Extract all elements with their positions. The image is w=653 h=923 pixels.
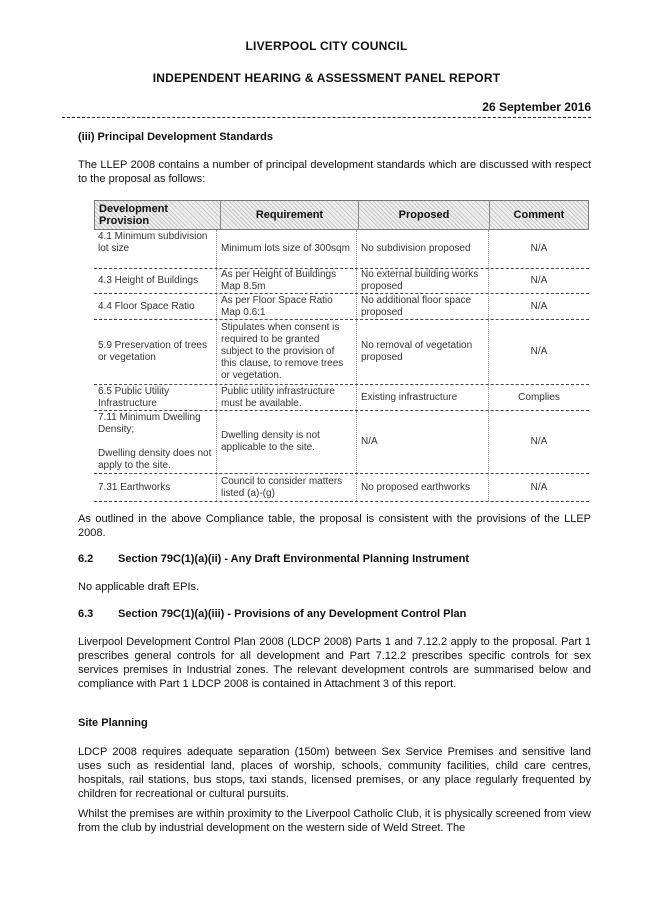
comment-cell: N/A (530, 300, 548, 312)
principal-intro-paragraph: The LLEP 2008 contains a number of principal development standards which are discussed with respect to the proposal as follows: (78, 159, 591, 185)
comment-cell: Complies (518, 391, 560, 403)
provision-note: Dwelling density does not apply to the site. (98, 448, 212, 471)
table-row (94, 294, 589, 320)
header-divider (62, 117, 591, 118)
proposed-cell: No subdivision proposed (357, 230, 489, 268)
provision-cell: 4.3 Height of Buildings (94, 269, 217, 293)
requirement-cell: As per Height of Buildings Map 8.5m (217, 269, 357, 293)
requirement-cell: Public utility infrastructure must be available. (217, 385, 357, 410)
proposed-cell: Existing infrastructure (357, 385, 489, 410)
section-6-3-heading (78, 608, 466, 620)
comment-cell: N/A (530, 481, 548, 493)
section-6-3-text: Liverpool Development Control Plan 2008 (LDCP 2008) Parts 1 and 7.12.2 apply to the proposal. Part 1 prescribes general controls for all development and Part 7.12.2 prescribes specific controls for sex services premises in Industrial zones. The relevant development controls are summarised below and compliance with Part 1 LDCP 2008 is contained in Attachment 3 of this report. (78, 636, 591, 690)
section-6-2-text: No applicable draft EPIs. (78, 581, 200, 593)
section-6-2-heading (78, 553, 469, 565)
comment-cell: N/A (530, 243, 548, 254)
council-title: LIVERPOOL CITY COUNCIL (245, 39, 408, 53)
provision-cell: 5.9 Preservation of trees or vegetation (94, 320, 217, 384)
section-number: 6.3 (78, 608, 94, 620)
comment-cell: N/A (530, 436, 548, 447)
table-row (94, 320, 589, 385)
table-header-cell: Proposed (359, 201, 490, 229)
table-header-cell: Development Provision (95, 201, 221, 229)
principal-standards-heading: (iii) Principal Development Standards (78, 131, 273, 143)
requirement-cell: Dwelling density is not applicable to the site. (217, 411, 357, 473)
proposed-cell: No proposed earthworks (357, 474, 489, 501)
provision-cell: 4.1 Minimum subdivision lot size (94, 230, 217, 268)
report-date: 26 September 2016 (482, 100, 591, 114)
section-number: 6.2 (78, 553, 94, 565)
provision-cell: 7.31 Earthworks (94, 474, 217, 501)
proposed-cell: No additional floor space proposed (357, 294, 489, 319)
provision-text: 7.11 Minimum Dwelling Density; (98, 412, 201, 435)
provision-cell: 4.4 Floor Space Ratio (94, 294, 217, 319)
section-title: Section 79C(1)(a)(iii) - Provisions of any Development Control Plan (118, 608, 467, 620)
section-title: Section 79C(1)(a)(ii) - Any Draft Environmental Planning Instrument (118, 553, 470, 565)
comment-cell: N/A (530, 346, 548, 357)
provision-cell (94, 411, 217, 473)
comment-cell: N/A (530, 275, 548, 286)
compliance-summary-paragraph: As outlined in the above Compliance table, the proposal is consistent with the provisions of the LLEP 2008. (78, 513, 591, 539)
requirement-cell: As per Floor Space Ratio Map 0.6:1 (217, 294, 357, 319)
requirement-cell: Council to consider matters listed (a)-(g) (217, 474, 357, 501)
table-row (94, 230, 589, 269)
site-planning-paragraph-1: LDCP 2008 requires adequate separation (150m) between Sex Service Premises and sensitive land uses such as residential land, places of worship, schools, community facilities, child care centres, hospitals, rail stations, bus stops, taxi stands, licensed premises, or any place regularly frequented by children for recreational or cultural pursuits. (78, 746, 591, 800)
proposed-cell: N/A (357, 411, 489, 473)
site-planning-heading: Site Planning (78, 717, 148, 729)
proposed-cell: No removal of vegetation proposed (357, 320, 489, 384)
proposed-cell: No external building works proposed (357, 269, 489, 293)
site-planning-paragraph-2: Whilst the premises are within proximity to the Liverpool Catholic Club, it is physically screened from view from the club by industrial development on the western side of Weld Street. The (78, 808, 591, 834)
standards-table (94, 200, 589, 502)
table-header-row (94, 200, 589, 230)
table-row (94, 411, 589, 474)
table-row (94, 385, 589, 411)
table-row (94, 269, 589, 294)
report-title: INDEPENDENT HEARING & ASSESSMENT PANEL REPORT (152, 71, 501, 85)
table-header-cell: Comment (513, 209, 565, 221)
requirement-cell: Stipulates when consent is required to be granted subject to the provision of this clause, to remove trees or vegetation. (217, 320, 357, 384)
table-header-cell: Requirement (221, 201, 359, 229)
requirement-cell: Minimum lots size of 300sqm (217, 230, 357, 268)
provision-cell: 6.5 Public Utility Infrastructure (94, 385, 217, 410)
table-row (94, 474, 589, 502)
